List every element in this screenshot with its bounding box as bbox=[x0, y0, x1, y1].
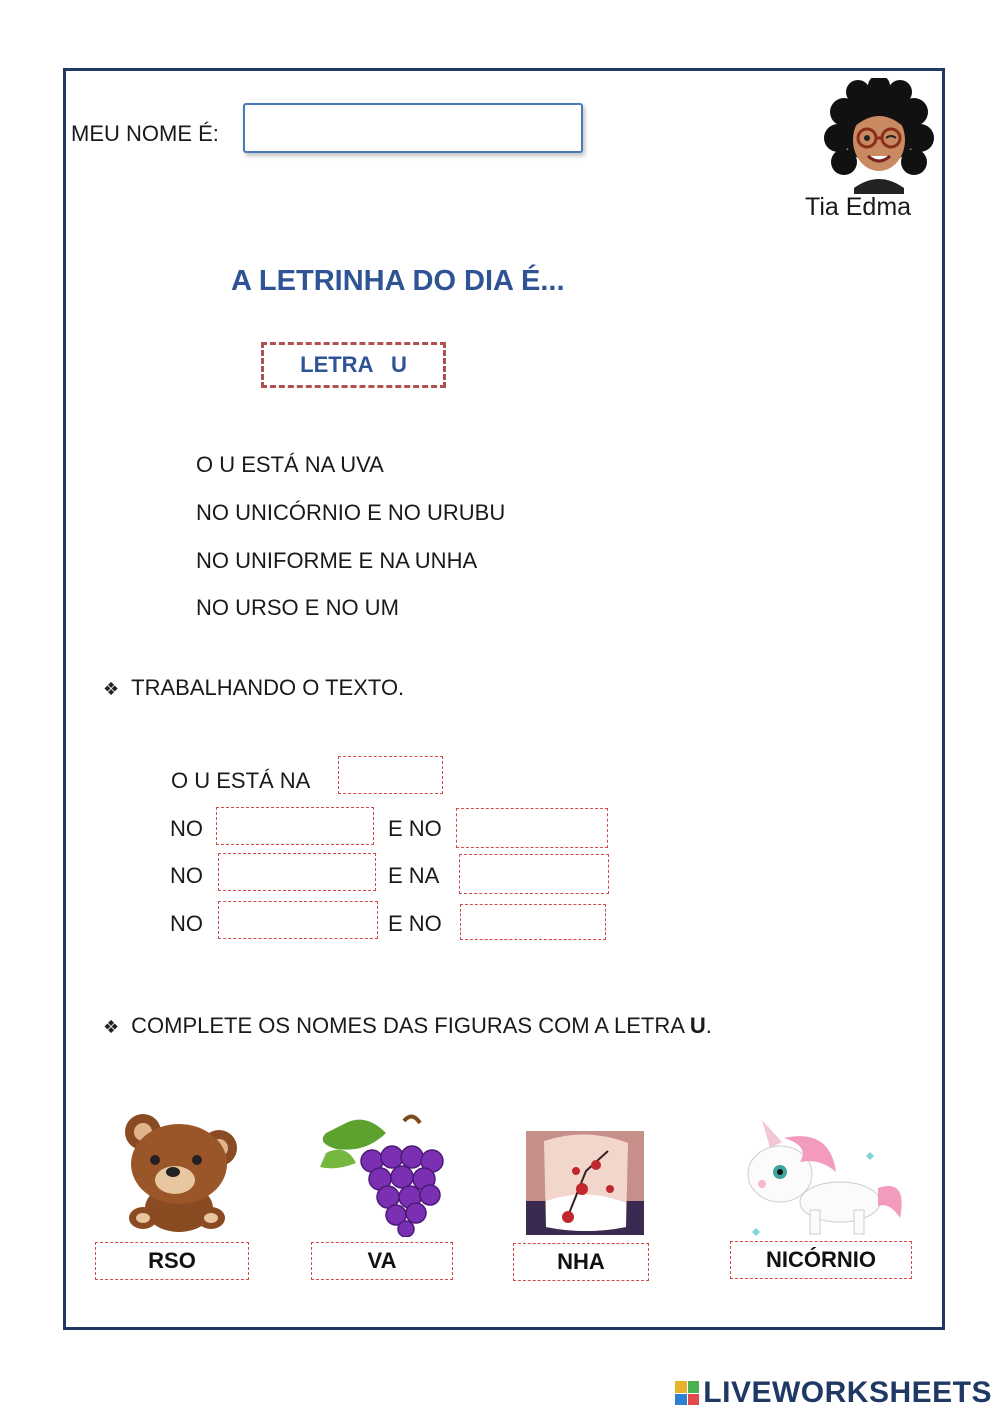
answer-field[interactable] bbox=[216, 807, 374, 845]
section-title: COMPLETE OS NOMES DAS FIGURAS COM A LETRA bbox=[131, 1013, 690, 1038]
exercise-label: NO bbox=[170, 816, 203, 841]
answer-field[interactable] bbox=[338, 756, 443, 794]
diamond-bullet-icon: ❖ bbox=[103, 1017, 120, 1037]
section-heading-text bbox=[103, 1013, 712, 1039]
name-input[interactable] bbox=[243, 103, 583, 153]
answer-field[interactable] bbox=[218, 853, 376, 891]
grapes-icon bbox=[316, 1113, 452, 1237]
exercise-label: E NO bbox=[388, 911, 442, 936]
answer-field[interactable] bbox=[218, 901, 378, 939]
exercise-label: NO bbox=[170, 863, 203, 888]
section-title-end: . bbox=[705, 1013, 712, 1038]
figure-label: RSO bbox=[148, 1248, 196, 1273]
poem-line: NO URSO E NO UM bbox=[196, 595, 399, 620]
figure-answer-field[interactable] bbox=[95, 1242, 249, 1280]
figure-label: VA bbox=[367, 1248, 397, 1273]
liveworksheets-logo-icon bbox=[675, 1381, 699, 1405]
figure-answer-field[interactable] bbox=[513, 1243, 649, 1281]
exercise-label: E NA bbox=[388, 863, 440, 888]
brand-name: LIVEWORKSHEETS bbox=[703, 1376, 992, 1409]
teacher-avatar-icon bbox=[818, 78, 940, 194]
section-title-letter: U bbox=[689, 1013, 706, 1038]
bear-icon bbox=[115, 1108, 243, 1234]
poem-line: NO UNICÓRNIO E NO URUBU bbox=[196, 500, 506, 525]
exercise-prefix: O U ESTÁ NA bbox=[171, 768, 311, 793]
letter-box: LETRA U bbox=[261, 342, 446, 388]
answer-field[interactable] bbox=[460, 904, 606, 940]
figure-label: NHA bbox=[557, 1249, 605, 1274]
section-heading-text bbox=[103, 675, 404, 701]
poem-line: NO UNIFORME E NA UNHA bbox=[196, 548, 478, 573]
figure-label: NICÓRNIO bbox=[766, 1247, 876, 1272]
painted-nail-icon bbox=[526, 1131, 644, 1235]
exercise-label: E NO bbox=[388, 816, 442, 841]
page-title: A LETRINHA DO DIA É... bbox=[231, 265, 565, 297]
poem-line: O U ESTÁ NA UVA bbox=[196, 452, 384, 477]
name-label: MEU NOME É: bbox=[71, 121, 219, 146]
section-title: TRABALHANDO O TEXTO. bbox=[131, 675, 405, 700]
figure-answer-field[interactable] bbox=[311, 1242, 453, 1280]
diamond-bullet-icon: ❖ bbox=[103, 679, 120, 699]
unicorn-icon bbox=[740, 1118, 910, 1240]
figure-answer-field[interactable] bbox=[730, 1241, 912, 1279]
author-name: Tia Edma bbox=[805, 193, 912, 221]
answer-field[interactable] bbox=[456, 808, 608, 848]
liveworksheets-logo[interactable] bbox=[675, 1376, 992, 1410]
answer-field[interactable] bbox=[459, 854, 609, 894]
exercise-label: NO bbox=[170, 911, 203, 936]
